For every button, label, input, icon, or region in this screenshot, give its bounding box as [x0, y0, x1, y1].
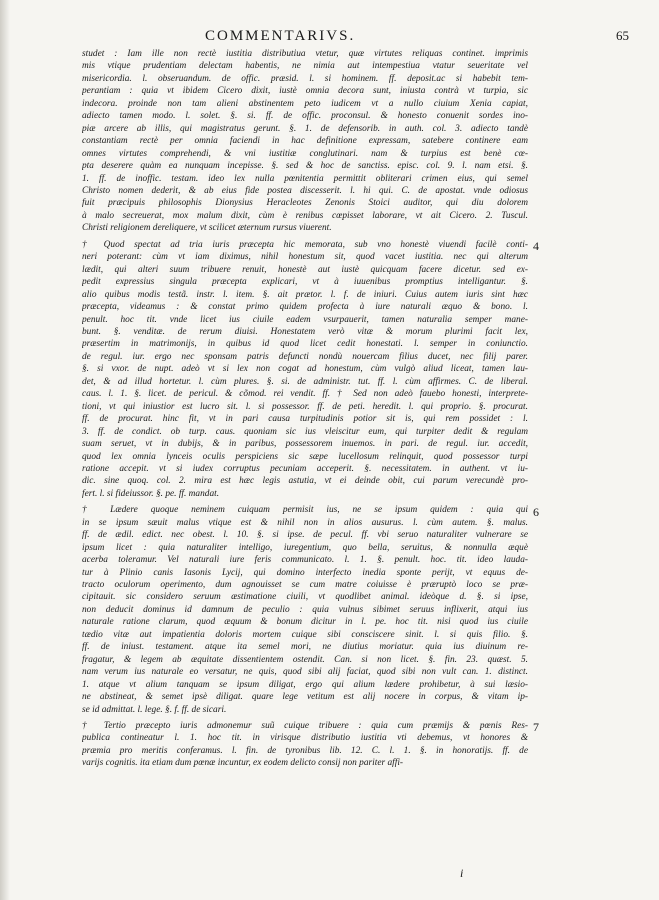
text-line: ipsum licet : quia naturaliter intelligo, iuregentium, quo bella, seruitus, & nonnulla æquè: [82, 542, 528, 553]
text-line: nam verum ius naturale eo versatur, ne quis, quod sibi alij faciat, quod sibi non vult can. 1. distinct.: [82, 667, 528, 678]
text-line: de regul. iur. ergo nec sponsam patris defuncti nondù nouercam filius ducet, nec filij parer.: [82, 351, 528, 362]
text-line: constantiam rectè per omnia faciendi in hac definitione expressam, satebere continere eam: [82, 136, 528, 147]
text-line: 1. ff. de inoffic. testam. ideo lex nulla pœnitentia permittit obliterari crimen eius, qui semel: [82, 173, 528, 184]
text-line: Christi religionem dereliquere, vt scilicet æternum rursus viuerent.: [82, 223, 332, 234]
text-line: præmia pro meritis conferamus. l. fin. de tyronibus lib. 12. C. l. 1. §. in honoratijs. ff. de: [82, 745, 528, 756]
text-line: tioni, vt qui iniustior est lucro sit. l. si possessor. ff. de peti. heredit. l. qui proprio. §. procurat.: [82, 401, 528, 412]
paragraph: [82, 504, 528, 716]
text-line: se id admittat. l. lege. §. f. ff. de sicari.: [82, 704, 227, 715]
text-line: suam seruet, vt in dubijs, & in paribus, possessorem inuemos. in pari. de regul. iur. accedit,: [82, 439, 528, 450]
text-line: Christo nomen dederit, & ab eius fide postea discesserit. l. hi qui. C. de apostat. vnde odiosus: [82, 185, 528, 196]
binding-gutter: [0, 0, 10, 900]
text-line: 1. atque vt alium tanquam se ipsum diligat, ergo qui alium lædere prohibetur, à sui læsio-: [82, 679, 528, 690]
text-line: ff. de ædil. edict. nec obest. l. 10. §. si ipse. de pecul. ff. vbi seruo naturaliter vulnerare se: [82, 530, 528, 541]
text-line: cipitauit. sic considero seruum æstimatione ciuili, vt quodlibet animal. ideòque d. §. si ipse,: [82, 592, 528, 603]
catchword: i: [460, 866, 464, 880]
text-line: † Tertio præcepto iuris admonemur suũ cuique tribuere : quia cum præmijs & pœnis Res-: [82, 721, 528, 732]
text-line: piæ arcere ab illis, qui magistratus gerunt. §. 1. de defensorib. in auth. col. 3. adiecto tandè: [82, 123, 528, 134]
text-line: det, & ad illud hortetur. l. cùm plures. §. si. de administr. tut. ff. l. cùm affirmes. C. de liberal.: [82, 376, 528, 387]
text-line: lædit, qui alteri suum tribuere renuit, honestè aut iustè quicquam facere dicetur. sed ex-: [82, 264, 528, 275]
text-line: † Lædere quoque neminem cuiquam permisit ius, ne se ipsum quidem : quia qui: [82, 505, 528, 516]
text-line: naturale ratione clarum, quod æquum & bonum dicitur in l. pe. hoc tit. nisi quod ius ciuile: [82, 617, 528, 628]
running-head: [0, 28, 659, 48]
text-line: penult. hoc tit. vnde licet ius ciuile eadem vsurpauerit, tamen naturalia semper mane-: [82, 314, 528, 325]
text-line: fragatur, & legem ab æquitate dissentientem ostendit. Can. si non licet. §. fin. 23. quæst. 5.: [82, 654, 528, 665]
text-line: studet : Iam ille non rectè iustitia distributiua vtetur, quæ virtutes reliquas continet. imprimis: [82, 49, 528, 59]
text-line: publica contineatur l. 1. hoc tit. in virisque distributio iustitia vti debemus, vt honores &: [82, 733, 528, 744]
text-line: mis vtique prudentiam delectam habentis, ne nimia aut intempestiua vtatur seueritate vel: [82, 61, 528, 72]
text-line: fert. l. si fideiussor. §. pe. ff. mandat.: [82, 488, 220, 499]
text-line: à malo secreuerat, mox malum dixit, cùm è renibus cœpisset laborare, vt ait Cicero. 2. Tuscul.: [82, 210, 528, 221]
text-line: misericordia. l. obseruandum. de offic. præsid. l. si hominem. ff. deposit.ac si habebit tem-: [82, 73, 528, 84]
text-line: ratione accepit. vt si iudex corruptus pecuniam acceperit. §. necessitatem. in authent. vt iu-: [82, 463, 528, 474]
marginal-number: 4: [533, 238, 539, 253]
text-line: quod lex omnia lynceis oculis perspiciens sic sæpe lucellosum relinquit, quod possessor turpi: [82, 451, 528, 462]
text-line: alio quibus modis testã. instr. l. item. §. ait prætor. l. f. de iniuri. Cuius autem iuris sint hæc: [82, 289, 528, 300]
text-line: bunt. §. venditæ. de rerum diuisi. Honestatem verò vitæ & morum plurimi facit lex,: [82, 326, 528, 337]
text-line: 3. ff. de condict. ob turp. caus. quoniam sic ius vleiscitur eum, qui turpiter dedit & regulam: [82, 426, 528, 437]
text-line: caus. l. 1. §. licet. de pericul. & cõmod. rei vendit. ff. † Sed non adeò fauebo honesti, interprete-: [82, 389, 528, 400]
text-line: adiecto tamen modo. l. solet. §. si. ff. de offic. proconsul. & honesto conuenit sordes ino-: [82, 111, 528, 122]
text-line: ne abstineat, & semet ipsè diligat. quare lege vetitum est alij nocere in corpus, & vitam ip-: [82, 692, 528, 703]
text-line: varijs cognitis. ita etiam dum pœnæ incuntur, ex eodem delicto consij non pariter affi-: [82, 758, 404, 769]
text-line: perantiam : quia vt ibidem Cicero dixit, iustè omnia decora sunt, iniusta contrà vt turpia, sic: [82, 86, 528, 97]
text-line: pedit expressius singula præcepta explicari, vt à iuuenibus promptius intelligantur. §.: [82, 277, 528, 288]
paragraph: [82, 239, 528, 501]
text-line: præcepta, videamus : & constat primo quidem profecta à iure naturali æquo & bono. l.: [82, 302, 528, 313]
text-line: ff. de procurat. hinc fit, vt in pari causa turpitudinis potior sit is, qui rem possidet : l.: [82, 414, 528, 425]
marginal-number: 6: [533, 504, 539, 519]
text-line: tur à Plinio canis Iasonis Lycij, qui domino interfecto inedia sponte perijt, vt equus de-: [82, 567, 528, 578]
text-line: ff. de iniust. testament. atque ita semel mori, ne diutius moriatur. quia ius diuinum re-: [82, 642, 528, 653]
marginal-number: 7: [533, 720, 539, 735]
text-line: † Quod spectat ad tria iuris præcepta hic memorata, sub vno honestè viuendi facilè conti-: [82, 239, 528, 250]
paragraph: [82, 48, 528, 235]
text-line: §. si vxor. de nupt. adeò vt si lex non cogat ad honestum, cùm vulgò aliud liceat, tamen lau-: [82, 364, 528, 375]
text-line: tædio vitæ aut impatientia doloris mortem cuique sibi consciscere sinit. l. si quis filio. §.: [82, 629, 528, 640]
text-line: præsertim in matrimonijs, in quibus id quod licet cedit honestati. l. semper in coniunctio.: [82, 339, 528, 350]
body-text: [82, 48, 528, 770]
text-line: omnes virtutes comprehendi, & vni iustitiæ conglutinari. nam & turpius est benè cœ-: [82, 148, 528, 159]
text-line: pta deserere quàm ea nunquam incepisse. §. sed & hoc de sanctiss. episc. col. 9. l. nam etsi. §.: [82, 161, 528, 172]
paragraph: [82, 720, 528, 770]
page-number: 65: [616, 28, 629, 43]
text-line: tracto oculorum operimento, dum agnouisset se cum matre coiuisse è præruptò loco se præ-: [82, 580, 528, 591]
text-line: dic. sine quoq. col. 2. mira est hæc legis astutia, vt ei deinde obit, cui parum verecundè pro-: [82, 476, 528, 487]
text-line: indecora. proinde non tam alieni abstinentem peto iudicem vt a nullo ciuium Xenia capiat,: [82, 98, 528, 109]
text-line: fuit præcipuis philosophis Dionysius Heracleotes Zenonis Stoici auditor, qui diu dolorem: [82, 198, 528, 209]
text-line: neri poterant: cùm vt iam diximus, nihil honestum sit, quod vacet iustitia. nec qui alterum: [82, 252, 528, 263]
text-line: in se ipsum sæuit malus vtique est & nihil non in alios ausurus. l. cùm autem. §. malus.: [82, 517, 528, 528]
text-line: acerba toleramur. Vel naturali iure feris communicato. l. 1. §. penult. hoc. tit. ideo lauda-: [82, 555, 528, 566]
running-title: COMMENTARIVS.: [205, 28, 356, 44]
text-line: non deducit dominus id damnum de peculio : quia vulnus sibimet seruus inflixerit, atqui ius: [82, 604, 528, 615]
